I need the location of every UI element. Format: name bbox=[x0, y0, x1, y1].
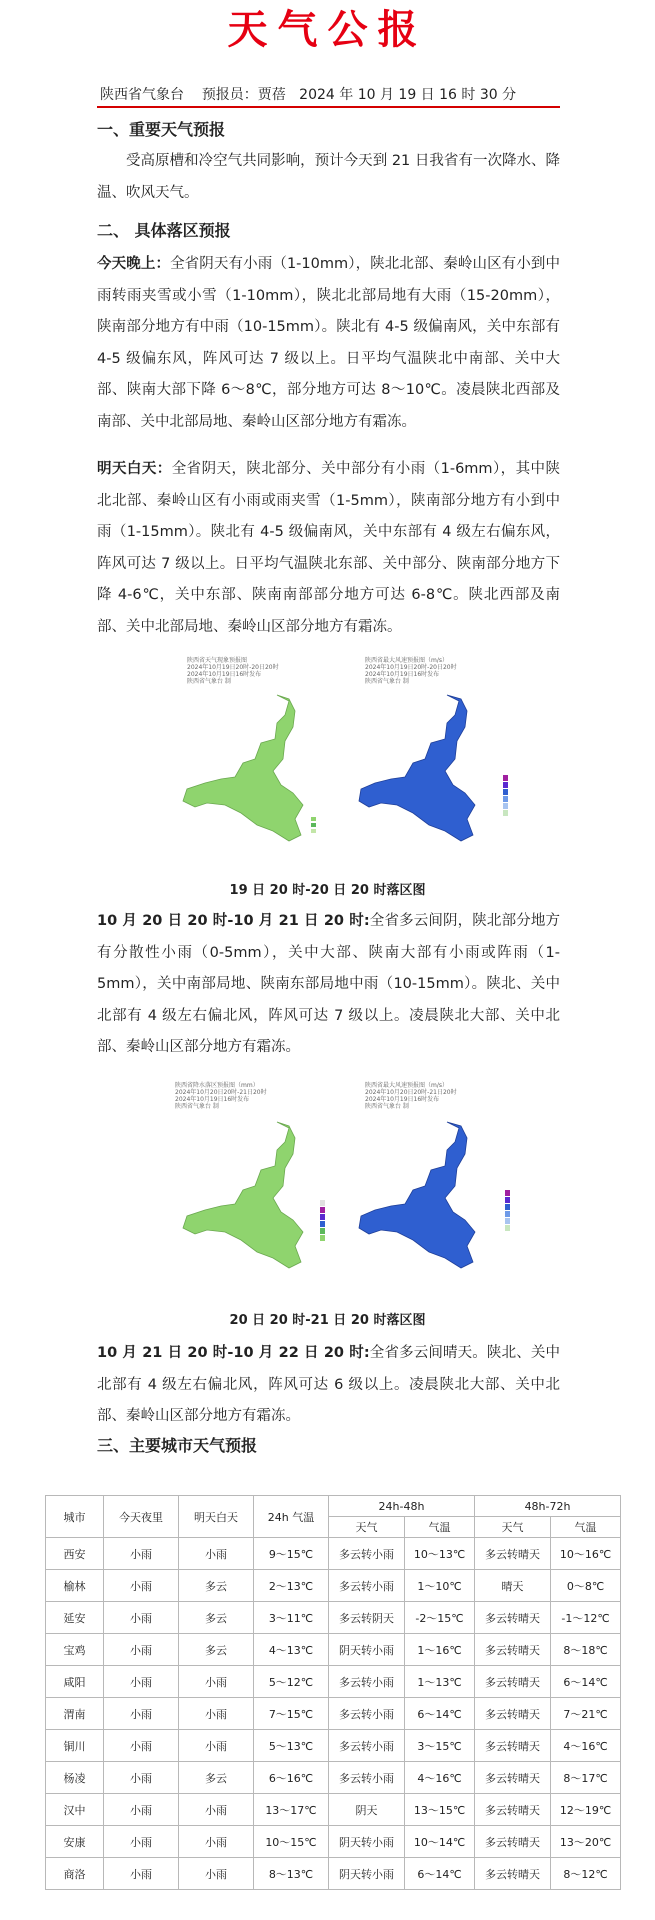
legend-swatch bbox=[503, 782, 508, 788]
temp72-cell: 4～16℃ bbox=[551, 1730, 621, 1762]
tonight-forecast bbox=[97, 249, 560, 438]
weather48-cell: 多云转小雨 bbox=[329, 1762, 405, 1794]
tonight-cell: 小雨 bbox=[104, 1698, 179, 1730]
map2-left-issued: 2024年10月19日16时发布 bbox=[175, 1096, 250, 1103]
temp24-cell: 4～13℃ bbox=[254, 1634, 329, 1666]
tomorrow-label: 明天白天： bbox=[97, 461, 172, 477]
header-48-72h: 48h-72h bbox=[475, 1496, 621, 1517]
legend-swatch bbox=[505, 1225, 510, 1231]
legend-swatch bbox=[503, 803, 508, 809]
tomorrow-cell: 小雨 bbox=[179, 1538, 254, 1570]
legend-swatch bbox=[320, 1228, 325, 1234]
table-row bbox=[46, 1826, 621, 1858]
weather-phenomenon-map bbox=[165, 655, 340, 865]
city-cell: 西安 bbox=[46, 1538, 104, 1570]
tonight-cell: 小雨 bbox=[104, 1730, 179, 1762]
weather72-cell: 多云转晴天 bbox=[475, 1666, 551, 1698]
map2-right-issued: 2024年10月19日16时发布 bbox=[365, 1096, 440, 1103]
temp48-cell: 1～13℃ bbox=[405, 1666, 475, 1698]
city-cell: 榆林 bbox=[46, 1570, 104, 1602]
weather48-cell: 多云转小雨 bbox=[329, 1570, 405, 1602]
weather48-cell: 阴天转小雨 bbox=[329, 1858, 405, 1890]
legend-swatch bbox=[503, 789, 508, 795]
tomorrow-forecast bbox=[97, 454, 560, 643]
map1-left-agency: 陕西省气象台 制 bbox=[187, 678, 231, 685]
header-24-48h: 24h-48h bbox=[329, 1496, 475, 1517]
map2-left-agency: 陕西省气象台 制 bbox=[175, 1103, 219, 1110]
tomorrow-cell: 小雨 bbox=[179, 1698, 254, 1730]
map1-right-issued: 2024年10月19日16时发布 bbox=[365, 671, 440, 678]
tonight-cell: 小雨 bbox=[104, 1634, 179, 1666]
map2-left-period: 2024年10月20日20时-21日20时 bbox=[175, 1089, 267, 1096]
header-city: 城市 bbox=[46, 1496, 104, 1538]
forecaster-name: 预报员：贾蓓 bbox=[201, 87, 286, 103]
temp72-cell: 0～8℃ bbox=[551, 1570, 621, 1602]
legend-swatch bbox=[505, 1204, 510, 1210]
header-divider bbox=[97, 106, 560, 108]
weather48-cell: 阴天 bbox=[329, 1794, 405, 1826]
tomorrow-cell: 多云 bbox=[179, 1762, 254, 1794]
city-cell: 咸阳 bbox=[46, 1666, 104, 1698]
map1-right-period: 2024年10月19日20时-20日20时 bbox=[365, 664, 457, 671]
temp48-cell: 1～16℃ bbox=[405, 1634, 475, 1666]
section-important-text: 受高原槽和冷空气共同影响，预计今天到 21 日我省有一次降水、降温、吹风天气。 bbox=[97, 153, 560, 201]
city-cell: 宝鸡 bbox=[46, 1634, 104, 1666]
weather48-cell: 多云转小雨 bbox=[329, 1538, 405, 1570]
temp72-cell: 7～21℃ bbox=[551, 1698, 621, 1730]
section-heading-cities: 三、主要城市天气预报 bbox=[97, 1436, 258, 1455]
map2-caption: 20 日 20 时-21 日 20 时落区图 bbox=[229, 1313, 426, 1328]
weather72-cell: 多云转晴天 bbox=[475, 1602, 551, 1634]
temp48-cell: 10～14℃ bbox=[405, 1826, 475, 1858]
shaanxi-province-shape bbox=[359, 1122, 475, 1268]
temp72-cell: 8～17℃ bbox=[551, 1762, 621, 1794]
period2-forecast bbox=[97, 906, 560, 1064]
map2-right-title: 陕西省最大风速预报图（m/s） bbox=[365, 1082, 448, 1089]
temp48-cell: -2～15℃ bbox=[405, 1602, 475, 1634]
map1-right-title: 陕西省最大风速预报图（m/s） bbox=[365, 657, 448, 664]
period2-text: 全省多云间阴，陕北部分地方有分散性小雨（0-5mm），关中大部、陕南大部有小雨或阵雨（1-5mm），关中南部局地、陕南东部局地中雨（10-15mm）。陕北、关中北部有 4 级左右偏北风，阵风可达 7 级以上。凌晨陕北大部、关中北部、秦岭山区部分地方有霜冻。 bbox=[97, 913, 561, 1055]
tonight-cell: 小雨 bbox=[104, 1858, 179, 1890]
legend-swatch bbox=[505, 1218, 510, 1224]
legend-swatch bbox=[320, 1221, 325, 1227]
tomorrow-cell: 小雨 bbox=[179, 1730, 254, 1762]
weather72-cell: 多云转晴天 bbox=[475, 1698, 551, 1730]
tomorrow-cell: 小雨 bbox=[179, 1666, 254, 1698]
map2-left-title: 陕西省降水落区预报图（mm） bbox=[175, 1082, 259, 1089]
section-heading-important: 一、重要天气预报 bbox=[97, 120, 226, 139]
header-temp-48: 气温 bbox=[405, 1517, 475, 1538]
legend-swatch bbox=[503, 796, 508, 802]
temp24-cell: 5～13℃ bbox=[254, 1730, 329, 1762]
table-row bbox=[46, 1858, 621, 1890]
temp48-cell: 10～13℃ bbox=[405, 1538, 475, 1570]
tonight-cell: 小雨 bbox=[104, 1538, 179, 1570]
city-cell: 安康 bbox=[46, 1826, 104, 1858]
tomorrow-cell: 多云 bbox=[179, 1634, 254, 1666]
header-temp-72: 气温 bbox=[551, 1517, 621, 1538]
max-wind-speed-map-2 bbox=[355, 1080, 530, 1305]
max-wind-speed-map bbox=[355, 655, 530, 865]
weather72-cell: 多云转晴天 bbox=[475, 1794, 551, 1826]
weather48-cell: 阴天转小雨 bbox=[329, 1634, 405, 1666]
temp24-cell: 8～13℃ bbox=[254, 1858, 329, 1890]
temp48-cell: 4～16℃ bbox=[405, 1762, 475, 1794]
city-cell: 杨凌 bbox=[46, 1762, 104, 1794]
temp24-cell: 13～17℃ bbox=[254, 1794, 329, 1826]
temp24-cell: 2～13℃ bbox=[254, 1570, 329, 1602]
agency-name: 陕西省气象台 bbox=[100, 87, 184, 103]
temp48-cell: 13～15℃ bbox=[405, 1794, 475, 1826]
header-weather-48: 天气 bbox=[329, 1517, 405, 1538]
weather48-cell: 阴天转小雨 bbox=[329, 1826, 405, 1858]
temp72-cell: -1～12℃ bbox=[551, 1602, 621, 1634]
bulletin-info-line bbox=[100, 86, 560, 104]
table-row bbox=[46, 1666, 621, 1698]
period3-text: 全省多云间晴天。陕北、关中北部有 4 级左右偏北风，阵风可达 6 级以上。凌晨陕北大部、关中北部、秦岭山区部分地方有霜冻。 bbox=[97, 1345, 561, 1424]
tonight-cell: 小雨 bbox=[104, 1602, 179, 1634]
weather72-cell: 多云转晴天 bbox=[475, 1634, 551, 1666]
temp48-cell: 1～10℃ bbox=[405, 1570, 475, 1602]
temp72-cell: 8～12℃ bbox=[551, 1858, 621, 1890]
map2-right-period: 2024年10月20日20时-21日20时 bbox=[365, 1089, 457, 1096]
legend-swatch bbox=[505, 1190, 510, 1196]
weather72-cell: 多云转晴天 bbox=[475, 1858, 551, 1890]
temp48-cell: 6～14℃ bbox=[405, 1858, 475, 1890]
precipitation-map bbox=[165, 1080, 340, 1305]
tonight-label: 今天晚上： bbox=[97, 256, 171, 272]
tonight-cell: 小雨 bbox=[104, 1826, 179, 1858]
tonight-text: 全省阴天有小雨（1-10mm），陕北北部、秦岭山区有小到中雨转雨夹雪或小雪（1-10mm），陕北北部局地有大雨（15-20mm），陕南部分地方有中雨（10-15mm）。陕北有 4-5 级偏南风，关中东部有 4-5 级偏东风，阵风可达 7 级以上。日平均气温陕北中南部、关中大部、陕南大部下降 6～8℃，部分地方可达 8～10℃。凌晨陕北西部及南部、关中北部局地、秦岭山区部分地方有霜冻。 bbox=[97, 256, 561, 430]
header-temp-24h: 24h 气温 bbox=[254, 1496, 329, 1538]
bulletin-title: 天气公报 bbox=[227, 7, 428, 53]
issue-datetime: 2024 年 10 月 19 日 16 时 30 分 bbox=[299, 87, 517, 103]
tomorrow-text: 全省阴天，陕北部分、关中部分有小雨（1-6mm），其中陕北北部、秦岭山区有小雨或雨夹雪（1-5mm），陕南部分地方有小到中雨（1-15mm）。陕北有 4-5 级偏南风，关中东部有 4 级左右偏东风，阵风可达 7 级以上。日平均气温陕北东部、关中部分、陕南部分地方下降 4-6℃，关中东部、陕南南部部分地方可达 6-8℃。陕北西部及南部、关中北部局地、秦岭山区部分地方有霜冻。 bbox=[97, 461, 560, 635]
table-row bbox=[46, 1730, 621, 1762]
temp24-cell: 6～16℃ bbox=[254, 1762, 329, 1794]
header-tomorrow-day: 明天白天 bbox=[179, 1496, 254, 1538]
table-row bbox=[46, 1794, 621, 1826]
tomorrow-cell: 小雨 bbox=[179, 1794, 254, 1826]
temp24-cell: 10～15℃ bbox=[254, 1826, 329, 1858]
legend-swatch bbox=[320, 1200, 325, 1206]
shaanxi-province-shape bbox=[359, 695, 475, 841]
legend-swatch bbox=[311, 817, 316, 821]
temp24-cell: 5～12℃ bbox=[254, 1666, 329, 1698]
city-cell: 铜川 bbox=[46, 1730, 104, 1762]
table-row bbox=[46, 1602, 621, 1634]
header-weather-72: 天气 bbox=[475, 1517, 551, 1538]
temp24-cell: 3～11℃ bbox=[254, 1602, 329, 1634]
tonight-cell: 小雨 bbox=[104, 1666, 179, 1698]
table-row bbox=[46, 1570, 621, 1602]
tomorrow-cell: 小雨 bbox=[179, 1858, 254, 1890]
table-row bbox=[46, 1762, 621, 1794]
temp72-cell: 12～19℃ bbox=[551, 1794, 621, 1826]
shaanxi-province-shape bbox=[183, 1122, 303, 1268]
map1-caption: 19 日 20 时-20 日 20 时落区图 bbox=[229, 883, 426, 898]
tomorrow-cell: 多云 bbox=[179, 1602, 254, 1634]
tomorrow-cell: 小雨 bbox=[179, 1826, 254, 1858]
legend-swatch bbox=[320, 1207, 325, 1213]
city-cell: 商洛 bbox=[46, 1858, 104, 1890]
weather72-cell: 多云转晴天 bbox=[475, 1826, 551, 1858]
tonight-cell: 小雨 bbox=[104, 1570, 179, 1602]
temp72-cell: 13～20℃ bbox=[551, 1826, 621, 1858]
temp48-cell: 6～14℃ bbox=[405, 1698, 475, 1730]
map2-right-agency: 陕西省气象台 制 bbox=[365, 1103, 409, 1110]
temp72-cell: 10～16℃ bbox=[551, 1538, 621, 1570]
legend-swatch bbox=[311, 829, 316, 833]
tonight-cell: 小雨 bbox=[104, 1794, 179, 1826]
tomorrow-cell: 多云 bbox=[179, 1570, 254, 1602]
table-body bbox=[46, 1538, 621, 1890]
weather72-cell: 多云转晴天 bbox=[475, 1762, 551, 1794]
legend-swatch bbox=[320, 1214, 325, 1220]
legend-swatch bbox=[505, 1197, 510, 1203]
legend-swatch bbox=[505, 1211, 510, 1217]
period2-label: 10 月 20 日 20 时-10 月 21 日 20 时: bbox=[97, 913, 370, 929]
legend-swatch bbox=[311, 823, 316, 827]
map1-right-agency: 陕西省气象台 制 bbox=[365, 678, 409, 685]
weather48-cell: 多云转小雨 bbox=[329, 1666, 405, 1698]
temp72-cell: 8～18℃ bbox=[551, 1634, 621, 1666]
period3-forecast bbox=[97, 1338, 560, 1433]
map1-left-issued: 2024年10月19日16时发布 bbox=[187, 671, 262, 678]
section-heading-area: 二、 具体落区预报 bbox=[97, 221, 231, 240]
map1-left-title: 陕西省天气现象预报图 bbox=[187, 657, 248, 664]
tonight-cell: 小雨 bbox=[104, 1762, 179, 1794]
city-cell: 汉中 bbox=[46, 1794, 104, 1826]
weather72-cell: 多云转晴天 bbox=[475, 1730, 551, 1762]
weather48-cell: 多云转小雨 bbox=[329, 1730, 405, 1762]
temp48-cell: 3～15℃ bbox=[405, 1730, 475, 1762]
shaanxi-province-shape bbox=[183, 695, 303, 841]
weather72-cell: 多云转晴天 bbox=[475, 1538, 551, 1570]
table-row bbox=[46, 1538, 621, 1570]
weather72-cell: 晴天 bbox=[475, 1570, 551, 1602]
legend-swatch bbox=[503, 810, 508, 816]
city-forecast-table bbox=[45, 1495, 621, 1890]
period3-label: 10 月 21 日 20 时-10 月 22 日 20 时: bbox=[97, 1345, 370, 1361]
weather48-cell: 多云转小雨 bbox=[329, 1698, 405, 1730]
table-row bbox=[46, 1698, 621, 1730]
map1-left-period: 2024年10月19日20时-20日20时 bbox=[187, 664, 279, 671]
header-tonight: 今天夜里 bbox=[104, 1496, 179, 1538]
legend-swatch bbox=[320, 1235, 325, 1241]
temp24-cell: 9～15℃ bbox=[254, 1538, 329, 1570]
legend-swatch bbox=[503, 775, 508, 781]
city-cell: 延安 bbox=[46, 1602, 104, 1634]
temp24-cell: 7～15℃ bbox=[254, 1698, 329, 1730]
city-cell: 渭南 bbox=[46, 1698, 104, 1730]
temp72-cell: 6～14℃ bbox=[551, 1666, 621, 1698]
table-row bbox=[46, 1634, 621, 1666]
weather48-cell: 多云转阴天 bbox=[329, 1602, 405, 1634]
